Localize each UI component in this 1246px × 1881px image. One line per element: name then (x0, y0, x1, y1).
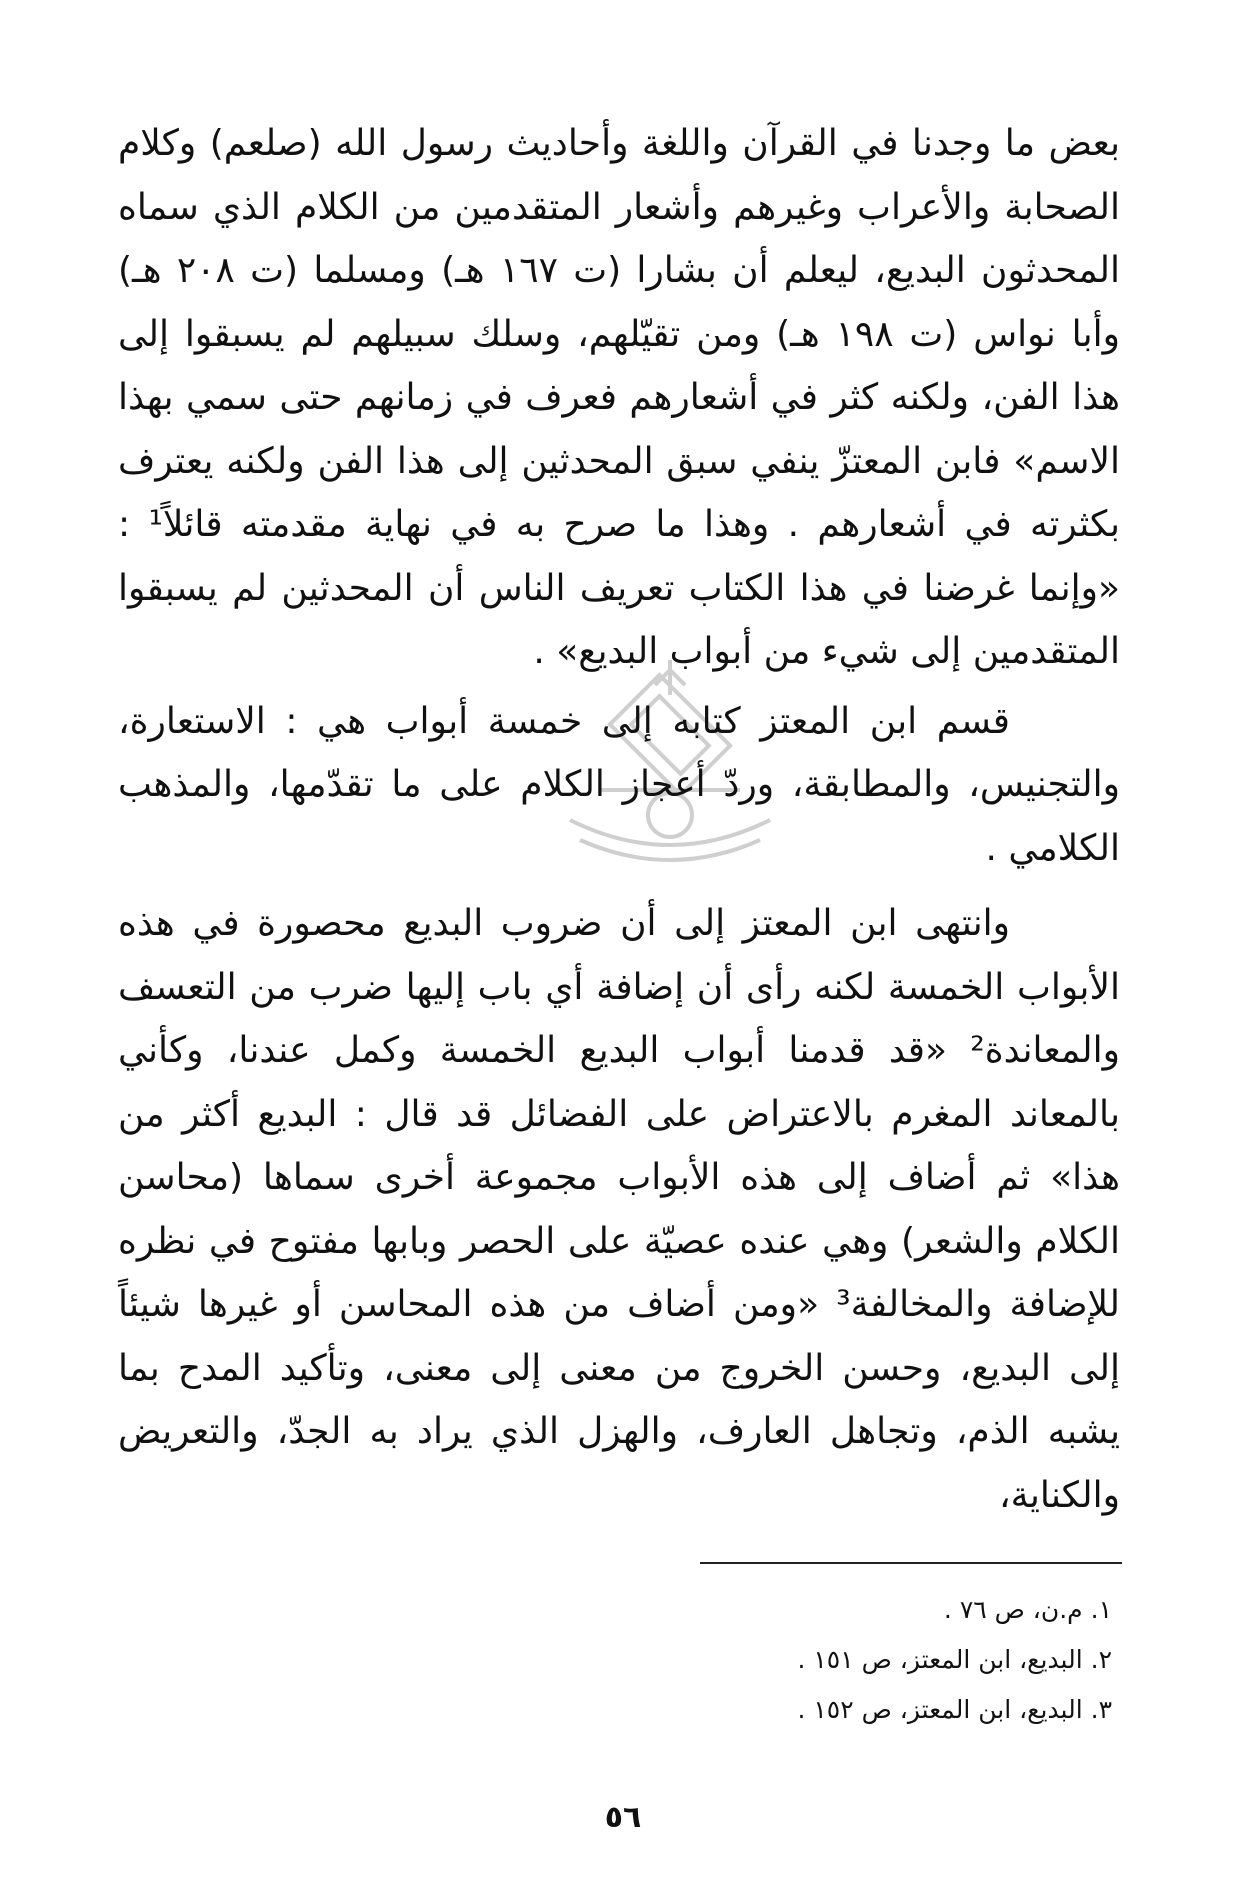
footnote-divider (700, 1562, 1122, 1564)
footnote-2: ٢. البديع، ابن المعتز، ص ١٥١ . (797, 1645, 1112, 1674)
paragraph-3: وانتهى ابن المعتز إلى أن ضروب البديع محصورة في هذه الأبواب الخمسة لكنه رأى أن إضافة أي باب إليها ضرب من التعسف والمعاندة² «قد قدمنا أبواب البديع الخمسة وكمل عندنا، وكأني بالمعاند المغرم بالاعتراض على الفضائل قد قال : البديع أكثر من هذا» ثم أضاف إلى هذه الأبواب مجموعة أخرى سماها (محاسن الكلام والشعر) وهي عنده عصيّة على الحصر وبابها مفتوح في نظره للإضافة والمخالفة³ «ومن أضاف من هذه المحاسن أو غيرها شيئاً إلى البديع، وحسن الخروج من معنى إلى معنى، وتأكيد المدح بما يشبه الذم، وتجاهل العارف، والهزل الذي يراد به الجدّ، والتعريض والكناية، (118, 903, 1121, 1516)
footnote-3: ٣. البديع، ابن المعتز، ص ١٥٢ . (797, 1695, 1112, 1724)
paragraph-2: قسم ابن المعتز كتابه إلى خمسة أبواب هي : الاستعارة، والتجنيس، والمطابقة، وردّ أعجاز الكلام على ما تقدّمها، والمذهب الكلامي . (118, 700, 1120, 869)
footnote-1: ١. م.ن، ص ٧٦ . (943, 1595, 1112, 1624)
paragraph-1: بعض ما وجدنا في القرآن واللغة وأحاديث رسول الله (صلعم) وكلام الصحابة والأعراب وغيرهم وأشعار المتقدمين من الكلام الذي سماه المحدثون البديع، ليعلم أن بشارا (ت ١٦٧ هـ) ومسلما (ت ٢٠٨ هـ) وأبا نواس (ت ١٩٨ هـ) ومن تقيّلهم، وسلك سبيلهم لم يسبقوا إلى هذا الفن، ولكنه كثر في أشعارهم فعرف في زمانهم حتى سمي بهذا الاسم» فابن المعتزّ ينفي سبق المحدثين إلى هذا الفن ولكنه يعترف بكثرته في أشعارهم . وهذا ما صرح به في نهاية مقدمته قائلاً¹ : «وإنما غرضنا في هذا الكتاب تعريف الناس أن المحدثين لم يسبقوا المتقدمين إلى شيء من أبواب البديع» . (118, 123, 1120, 672)
main-text (118, 112, 1120, 1527)
page-number: ٥٦ (604, 1800, 642, 1835)
footnotes (412, 1585, 1112, 1735)
